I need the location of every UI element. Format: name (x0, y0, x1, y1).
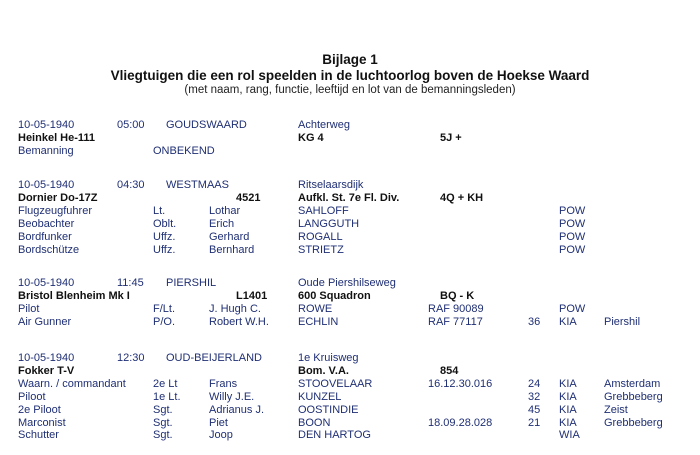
crew-row-surname: SAHLOFF (298, 204, 349, 217)
entry-header-date: 10-05-1940 (18, 352, 75, 364)
crew-row-rank: F/Lt. (153, 302, 176, 315)
aircraft-line-serial: L1401 (236, 289, 268, 302)
aircraft-line-code: 4Q + KH (440, 191, 484, 204)
crew-row (0, 428, 700, 442)
crew-row-surname: ECHLIN (298, 315, 339, 328)
aircraft-line-type: Heinkel He-111 (18, 131, 96, 144)
crew-row-service: RAF 90089 (428, 302, 484, 315)
crew-row-role: Waarn. / commandant (18, 377, 126, 390)
entry-header-location: Ritselaarsdijk (298, 179, 364, 191)
entry-header (0, 276, 700, 290)
crew-row-surname: BOON (298, 416, 331, 429)
aircraft-line-unit: Aufkl. St. 7e Fl. Div. (298, 191, 400, 204)
crew-row (0, 390, 700, 404)
crew-row-burial: Piershil (604, 315, 641, 328)
crew-row-rank: Sgt. (153, 416, 173, 429)
crew-row (0, 403, 700, 417)
aircraft-line-unit: 600 Squadron (298, 289, 371, 302)
crew-row-rank: Oblt. (153, 217, 177, 230)
appendix-title: Bijlage 1 (322, 52, 378, 67)
crew-row (0, 315, 700, 329)
entry-header-place: GOUDSWAARD (166, 119, 247, 131)
crew-row-rank: Uffz. (153, 243, 176, 256)
aircraft-line (0, 191, 700, 205)
crew-row-burial: Grebbeberg (604, 390, 663, 403)
entry-header (0, 351, 700, 365)
crew-row-role: Beobachter (18, 217, 75, 230)
entry-header-date: 10-05-1940 (18, 277, 75, 289)
crew-row-service: 18.09.28.028 (428, 416, 493, 429)
crew-row (0, 144, 700, 158)
crew-row-name: J. Hugh C. (209, 302, 261, 315)
crew-row-fate: POW (559, 217, 586, 230)
crew-row (0, 217, 700, 231)
crew-row-role: Marconist (18, 416, 66, 429)
crew-row-fate: POW (559, 230, 586, 243)
entry-header-time: 05:00 (117, 119, 145, 131)
crew-row-fate: POW (559, 302, 586, 315)
crew-row-name: Joop (209, 429, 233, 442)
crew-row-surname: OOSTINDIE (298, 403, 359, 416)
crew-row-name: Adrianus J. (209, 403, 265, 416)
aircraft-line-unit: Bom. V.A. (298, 364, 349, 377)
entry-header (0, 178, 700, 192)
aircraft-line (0, 131, 700, 145)
crew-row (0, 243, 700, 257)
crew-row-name: Gerhard (209, 230, 250, 243)
crew-row (0, 230, 700, 244)
crew-row (0, 204, 700, 218)
crew-row-age: 21 (528, 416, 541, 429)
crew-row-surname: LANGGUTH (298, 217, 360, 230)
crew-row-role: Piloot (18, 390, 46, 403)
crew-row-service: 16.12.30.016 (428, 377, 493, 390)
crew-row-role: Bordfunker (18, 230, 72, 243)
crew-row-fate: WIA (559, 429, 580, 442)
crew-row-age: 45 (528, 403, 541, 416)
aircraft-line-code: 5J + (440, 131, 462, 144)
aircraft-line-type: Bristol Blenheim Mk I (18, 289, 130, 302)
aircraft-line-unit: KG 4 (298, 131, 324, 144)
crew-row-fate: KIA (559, 377, 577, 390)
entry-header-location: Achterweg (298, 119, 350, 131)
crew-row-role: Pilot (18, 302, 40, 315)
document-subtitle: Vliegtuigen die een rol speelden in de luchtoorlog boven de Hoekse Waard (110, 68, 590, 83)
crew-row-role: Schutter (18, 429, 59, 442)
crew-row-rank: Lt. (153, 204, 166, 217)
crew-row-rank: P/O. (153, 315, 176, 328)
crew-row-role: Bemanning (18, 144, 74, 157)
crew-row-name: Frans (209, 377, 238, 390)
crew-row-age: 24 (528, 377, 541, 390)
aircraft-line-type: Dornier Do-17Z (18, 191, 98, 204)
crew-row-fate: KIA (559, 390, 577, 403)
crew-row-surname: ROGALL (298, 230, 343, 243)
crew-row-name: Robert W.H. (209, 315, 269, 328)
aircraft-line (0, 364, 700, 378)
aircraft-line (0, 289, 700, 303)
entry-header-time: 11:45 (117, 277, 144, 289)
crew-row-fate: POW (559, 243, 586, 256)
crew-row-name: Willy J.E. (209, 390, 255, 403)
entry-header-place: OUD-BEIJERLAND (166, 352, 262, 364)
crew-row-role: 2e Piloot (18, 403, 61, 416)
crew-row-rank: ONBEKEND (153, 144, 215, 157)
entry-header-time: 12:30 (117, 352, 145, 364)
crew-row-name: Erich (209, 217, 235, 230)
document-note: (met naam, rang, functie, leeftijd en lot van de bemanningsleden) (184, 84, 516, 96)
entry-header (0, 118, 700, 132)
entry-header-date: 10-05-1940 (18, 119, 75, 131)
entry-header-place: PIERSHIL (166, 277, 217, 289)
crew-row-surname: KUNZEL (298, 390, 342, 403)
crew-row-burial: Amsterdam (604, 377, 661, 390)
crew-row-burial: Zeist (604, 403, 628, 416)
entry-header-location: 1e Kruisweg (298, 352, 359, 364)
crew-row-role: Flugzeugfuhrer (18, 204, 92, 217)
crew-row-age: 32 (528, 390, 541, 403)
entry-header-location: Oude Piershilseweg (298, 277, 396, 289)
crew-row-name: Lothar (209, 204, 241, 217)
crew-row-role: Bordschütze (18, 243, 80, 256)
crew-row-surname: STRIETZ (298, 243, 344, 256)
aircraft-line-serial: 4521 (236, 191, 261, 204)
crew-row-rank: 2e Lt (153, 377, 178, 390)
crew-row-rank: 1e Lt. (153, 390, 181, 403)
crew-row-rank: Sgt. (153, 429, 173, 442)
crew-row-surname: DEN HARTOG (298, 429, 371, 442)
crew-row-surname: ROWE (298, 302, 333, 315)
entry-header-time: 04:30 (117, 179, 145, 191)
entry-header-date: 10-05-1940 (18, 179, 75, 191)
crew-row-fate: KIA (559, 416, 577, 429)
crew-row-service: RAF 77117 (428, 315, 483, 328)
crew-row (0, 416, 700, 430)
crew-row (0, 377, 700, 391)
aircraft-line-code: 854 (440, 364, 459, 377)
entry-header-place: WESTMAAS (166, 179, 229, 191)
crew-row-name: Bernhard (209, 243, 255, 256)
crew-row-fate: POW (559, 204, 586, 217)
crew-row-age: 36 (528, 315, 541, 328)
crew-row-rank: Sgt. (153, 403, 173, 416)
aircraft-line-type: Fokker T-V (18, 364, 75, 377)
crew-row-fate: KIA (559, 315, 577, 328)
crew-row-fate: KIA (559, 403, 577, 416)
aircraft-line-code: BQ - K (440, 289, 475, 302)
crew-row (0, 302, 700, 316)
crew-row-surname: STOOVELAAR (298, 377, 373, 390)
crew-row-role: Air Gunner (18, 315, 72, 328)
crew-row-rank: Uffz. (153, 230, 176, 243)
crew-row-burial: Grebbeberg (604, 416, 663, 429)
crew-row-name: Piet (209, 416, 228, 429)
